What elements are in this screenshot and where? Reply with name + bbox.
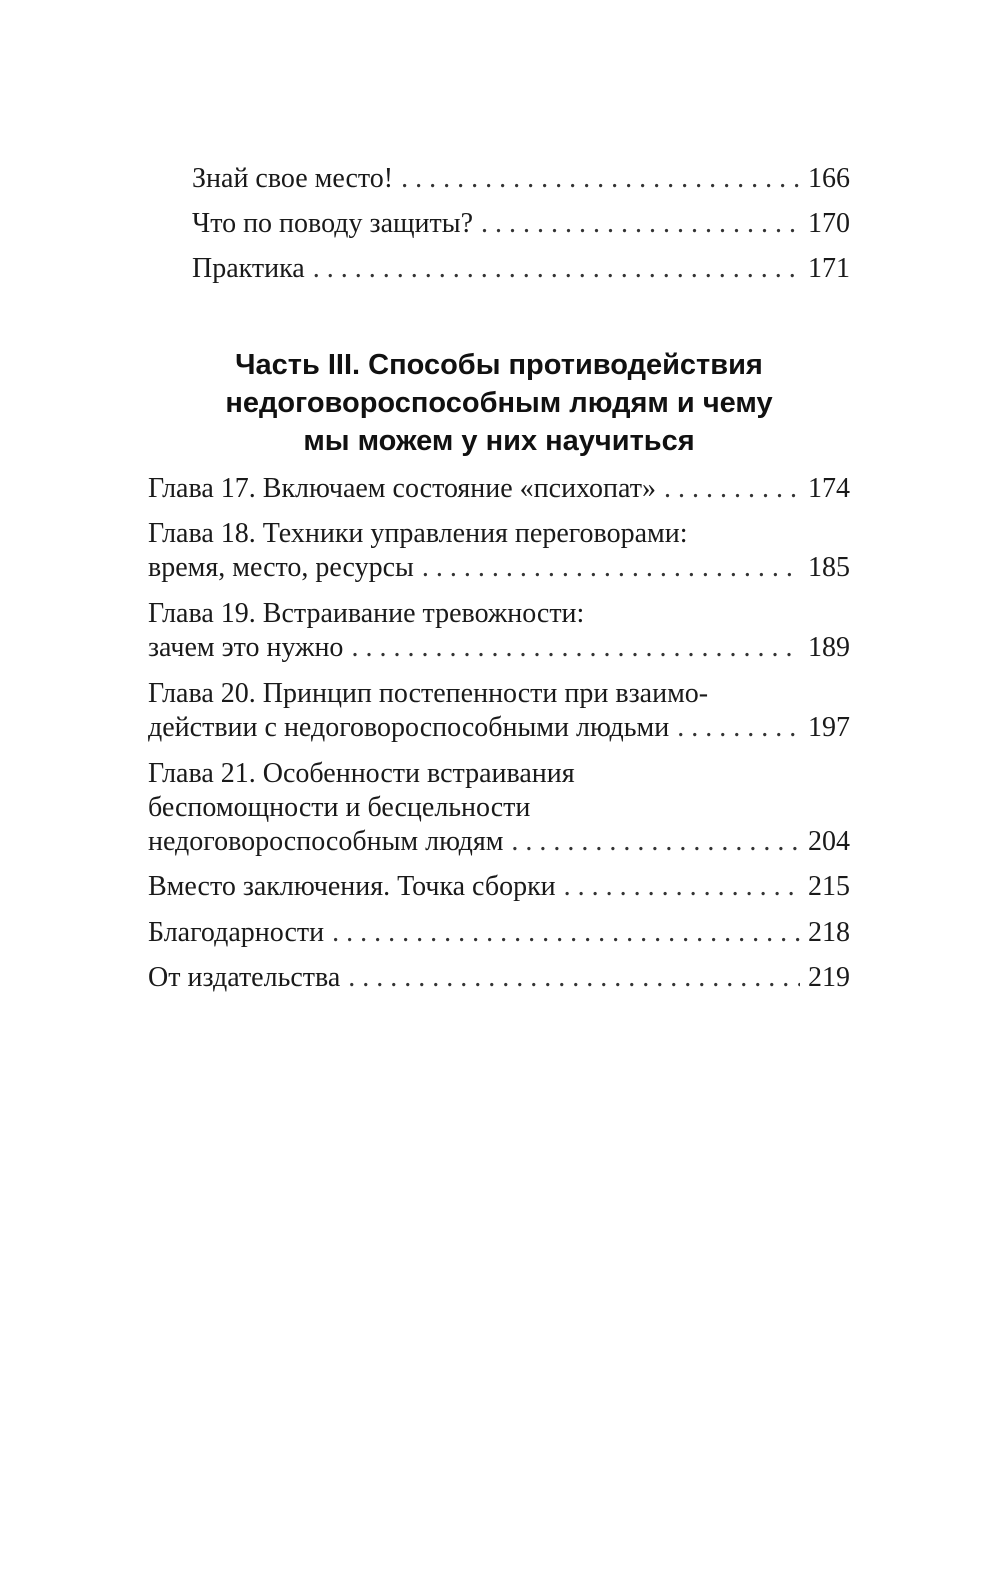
toc-entry-title: Что по поводу защиты? — [192, 208, 474, 239]
toc-entry — [148, 517, 850, 585]
toc-entry — [192, 162, 850, 196]
toc-entry-page: 219 — [808, 962, 850, 993]
toc-entry-title: недоговороспособным людям — [148, 826, 504, 857]
toc-entry — [148, 870, 850, 904]
leader-dots — [351, 631, 800, 665]
toc-entry — [192, 252, 850, 286]
toc-entry-page: 174 — [808, 473, 850, 504]
toc-entry-page: 189 — [808, 632, 850, 663]
toc-entry — [148, 677, 850, 745]
toc-entry-page: 197 — [808, 712, 850, 743]
toc-entry-title: Благодарности — [148, 917, 325, 948]
toc-entry-title: Практика — [192, 253, 305, 284]
toc-entry-title: беспомощности и бесцельности — [148, 792, 531, 823]
toc-entry-title: Глава 18. Техники управления переговорами: — [148, 518, 688, 549]
toc-entry-page: 166 — [808, 163, 850, 194]
leader-dots — [332, 916, 800, 950]
toc-entry-title: Глава 21. Особенности встраивания — [148, 758, 575, 789]
part-heading-line: недоговороспособным людям и чему — [225, 387, 773, 419]
toc-entry-page: 171 — [808, 253, 850, 284]
toc-entry — [148, 757, 850, 859]
leader-dots — [348, 961, 800, 995]
part-heading-line: Часть III. Способы противодействия — [235, 349, 763, 381]
toc-entry — [148, 472, 850, 506]
toc-entry-title: Глава 20. Принцип постепенности при взаимо- — [148, 678, 709, 709]
toc-entry-page: 185 — [808, 552, 850, 583]
leader-dots — [664, 472, 800, 506]
toc-entry — [148, 916, 850, 950]
leader-dots — [511, 825, 800, 859]
toc-entry — [192, 207, 850, 241]
toc-entry-title: Знай свое место! — [192, 163, 394, 194]
toc-entry-page: 215 — [808, 871, 850, 902]
toc-entry-title: Вместо заключения. Точка сборки — [148, 871, 556, 902]
toc-entry-page: 204 — [808, 826, 850, 857]
toc-entry-page: 170 — [808, 208, 850, 239]
toc-entry — [148, 961, 850, 995]
toc-entry-title: зачем это нужно — [148, 632, 344, 663]
leader-dots — [422, 551, 800, 585]
toc-entry-title: действии с недоговороспособными людьми — [148, 712, 670, 743]
toc-entry-title: От издательства — [148, 962, 341, 993]
toc-entry-page: 218 — [808, 917, 850, 948]
toc-entry-title: Глава 19. Встраивание тревожности: — [148, 598, 585, 629]
leader-dots — [564, 870, 800, 904]
leader-dots — [481, 207, 800, 241]
toc-entry — [148, 597, 850, 665]
leader-dots — [677, 711, 800, 745]
part-heading-line: мы можем у них научиться — [303, 425, 695, 457]
leader-dots — [313, 252, 800, 286]
toc-entry-title: время, место, ресурсы — [148, 552, 414, 583]
part-heading — [148, 346, 850, 460]
leader-dots — [401, 162, 800, 196]
toc-entry-title: Глава 17. Включаем состояние «психопат» — [148, 473, 656, 504]
